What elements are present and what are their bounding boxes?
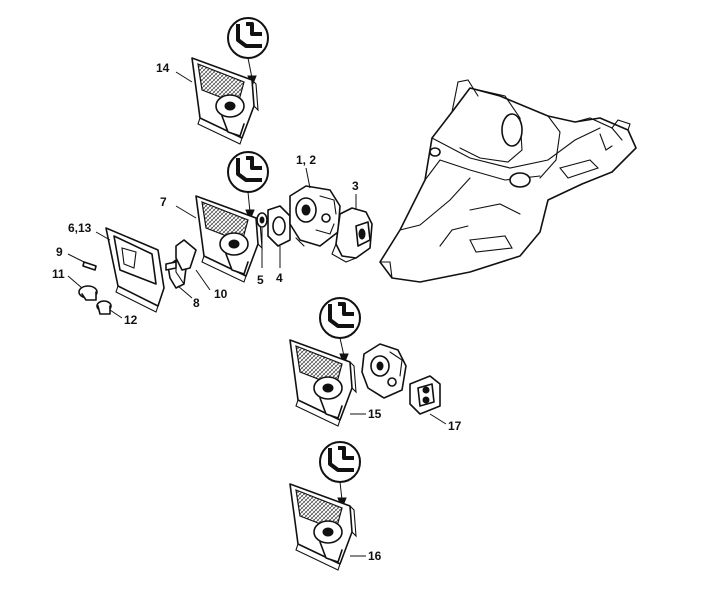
pin-9	[83, 262, 96, 270]
callout-detail-16	[320, 442, 360, 482]
part-label-8: 8	[193, 296, 200, 310]
part-label-5: 5	[257, 273, 264, 287]
part-label-15: 15	[368, 407, 382, 421]
air-filter-15	[290, 340, 356, 426]
carburetor-assembly	[362, 344, 406, 398]
callout-detail-15	[320, 298, 360, 338]
filter-cover-6-13	[106, 228, 164, 312]
part-label-9: 9	[56, 245, 63, 259]
part-label-14: 14	[156, 61, 170, 75]
crankcase-housing	[380, 80, 636, 282]
air-filter-16	[290, 484, 356, 570]
gasket-4	[268, 206, 290, 246]
part-label-1-2: 1, 2	[296, 153, 317, 167]
washer-5	[257, 213, 267, 227]
part-label-11: 11	[52, 267, 65, 281]
part-label-7: 7	[160, 195, 167, 209]
lever-10	[166, 240, 196, 270]
callout-detail-7	[228, 152, 268, 192]
part-label-6-13: 6,13	[68, 221, 92, 235]
part-label-17: 17	[448, 419, 462, 433]
part-label-16: 16	[368, 549, 382, 563]
adapter-17	[410, 376, 440, 414]
part-label-12: 12	[124, 313, 138, 327]
callout-detail-14	[228, 18, 268, 58]
part-label-4: 4	[276, 271, 283, 285]
nut-12	[97, 301, 111, 314]
air-filter-7	[196, 196, 262, 282]
air-filter-14	[192, 58, 258, 144]
part-label-3: 3	[352, 179, 359, 193]
carburetor-1-2	[290, 186, 340, 246]
part-label-10: 10	[214, 287, 228, 301]
